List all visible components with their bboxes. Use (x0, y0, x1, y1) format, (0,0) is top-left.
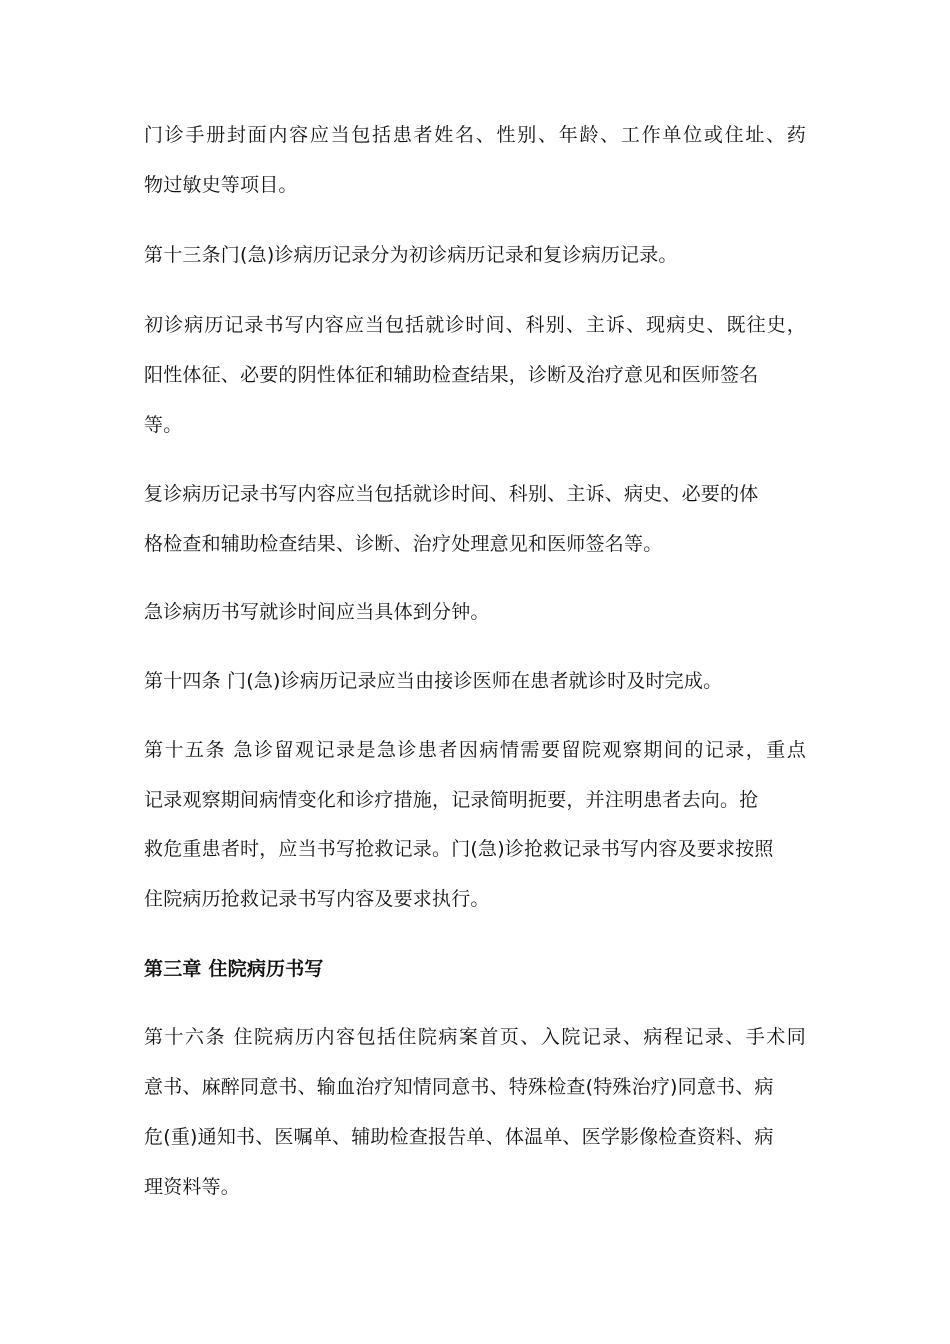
text-line: 记录观察期间病情变化和诊疗措施，记录简明扼要，并注明患者去向。抢 (144, 789, 759, 811)
text-line: 第十三条门(急)诊病历记录分为初诊病历记录和复诊病历记录。 (144, 244, 678, 266)
chapter-heading: 第三章 住院病历书写 (144, 958, 324, 980)
text-line: 物过敏史等项目。 (144, 174, 298, 196)
text-line: 等。 (144, 414, 183, 436)
text-line: 危(重)通知书、医嘱单、辅助检查报告单、体温单、医学影像检查资料、病 (144, 1126, 774, 1148)
text-line: 救危重患者时，应当书写抢救记录。门(急)诊抢救记录书写内容及要求按照 (144, 838, 774, 860)
text-line: 门诊手册封面内容应当包括患者姓名、性别、年龄、工作单位或住址、药 (144, 124, 806, 146)
text-line: 格检查和辅助检查结果、诊断、治疗处理意见和医师签名等。 (144, 533, 663, 555)
text-line: 第十五条 急诊留观记录是急诊患者因病情需要留院观察期间的记录，重点 (144, 739, 806, 761)
text-line: 理资料等。 (144, 1176, 241, 1198)
text-line: 第十四条 门(急)诊病历记录应当由接诊医师在患者就诊时及时完成。 (144, 670, 723, 692)
text-line: 住院病历抢救记录书写内容及要求执行。 (144, 888, 490, 910)
text-line: 阳性体征、必要的阴性体征和辅助检查结果，诊断及治疗意见和医师签名 (144, 364, 759, 386)
text-line: 急诊病历书写就诊时间应当具体到分钟。 (144, 601, 490, 623)
text-line: 初诊病历记录书写内容应当包括就诊时间、科别、主诉、现病史、既往史， (144, 314, 806, 336)
text-line: 第十六条 住院病历内容包括住院病案首页、入院记录、病程记录、手术同 (144, 1026, 806, 1048)
text-line: 复诊病历记录书写内容应当包括就诊时间、科别、主诉、病史、必要的体 (144, 483, 759, 505)
text-line: 意书、麻醉同意书、输血治疗知情同意书、特殊检查(特殊治疗)同意书、病 (144, 1076, 774, 1098)
